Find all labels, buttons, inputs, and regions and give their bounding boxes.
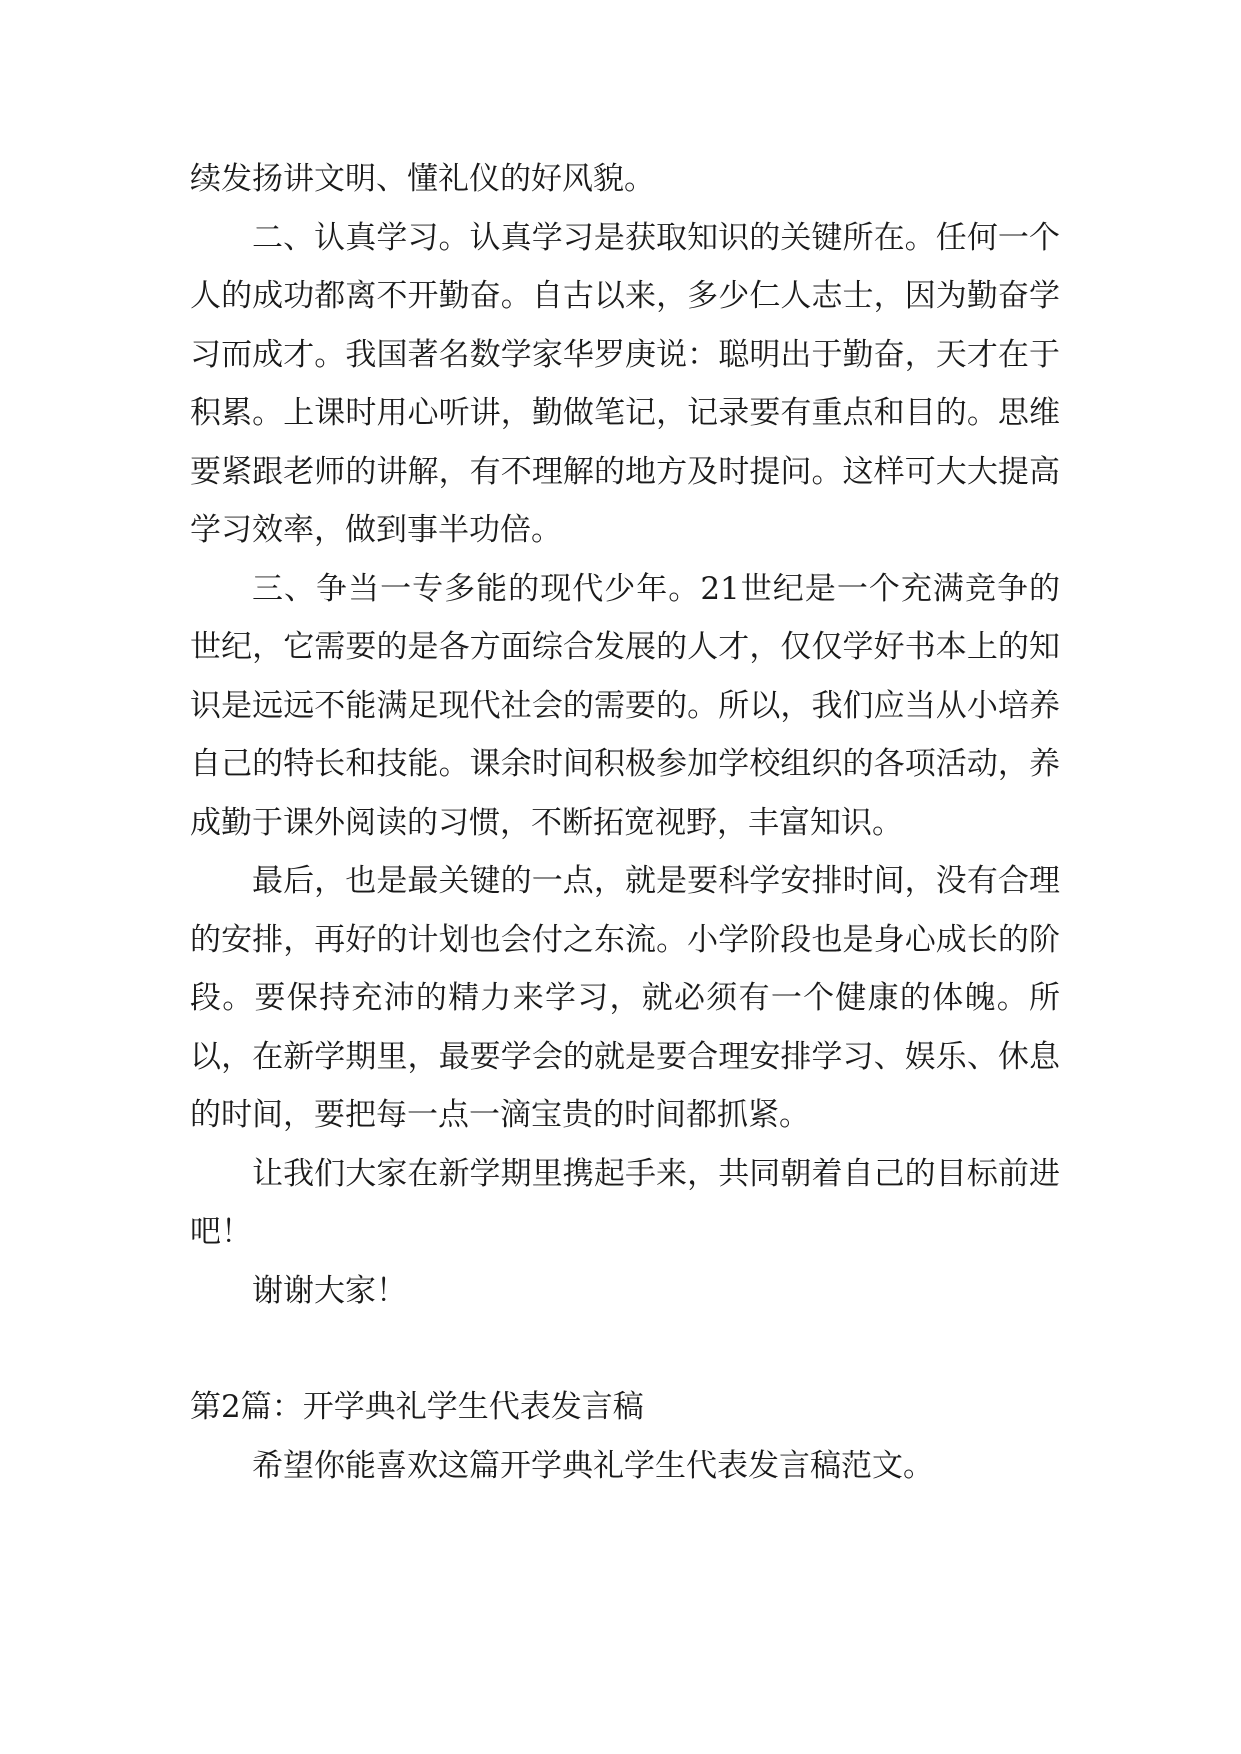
section-intro: 希望你能喜欢这篇开学典礼学生代表发言稿范文。 <box>252 1447 934 1484</box>
section-heading: 第2篇：开学典礼学生代表发言稿 <box>190 1389 644 1425</box>
paragraph-modern-youth: 三、争当一专多能的现代少年。21世纪是一个充满竞争的世纪，它需要的是各方面综合发展的人才，仅仅学好书本上的知识是远远不能满足现代社会的需要的。所以，我们应当从小培养自己的特长和技能。课余时间积极参加学校组织的各项活动，养成勤于课外阅读的习惯，不断拓宽视野，丰富知识。 <box>190 570 1060 841</box>
paragraph-time-management: 最后，也是最关键的一点，就是要科学安排时间，没有合理的安排，再好的计划也会付之东流。小学阶段也是身心成长的阶段。要保持充沛的精力来学习，就必须有一个健康的体魄。所以，在新学期里，最要学会的就是要合理安排学习、娱乐、休息的时间，要把每一点一滴宝贵的时间都抓紧。 <box>190 863 1060 1133</box>
paragraph-thanks: 谢谢大家！ <box>252 1272 407 1309</box>
paragraph-call-to-action: 让我们大家在新学期里携起手来，共同朝着自己的目标前进吧！ <box>190 1155 1060 1250</box>
document-body <box>190 150 1060 1495</box>
paragraph-continuation: 续发扬讲文明、懂礼仪的好风貌。 <box>190 161 655 197</box>
paragraph-study: 二、认真学习。认真学习是获取知识的关键所在。任何一个人的成功都离不开勤奋。自古以来，多少仁人志士，因为勤奋学习而成才。我国著名数学家华罗庚说：聪明出于勤奋，天才在于积累。上课时用心听讲，勤做笔记，记录要有重点和目的。思维要紧跟老师的讲解，有不理解的地方及时提问。这样可大大提高学习效率，做到事半功倍。 <box>190 219 1060 548</box>
section-spacer <box>190 1320 1060 1378</box>
